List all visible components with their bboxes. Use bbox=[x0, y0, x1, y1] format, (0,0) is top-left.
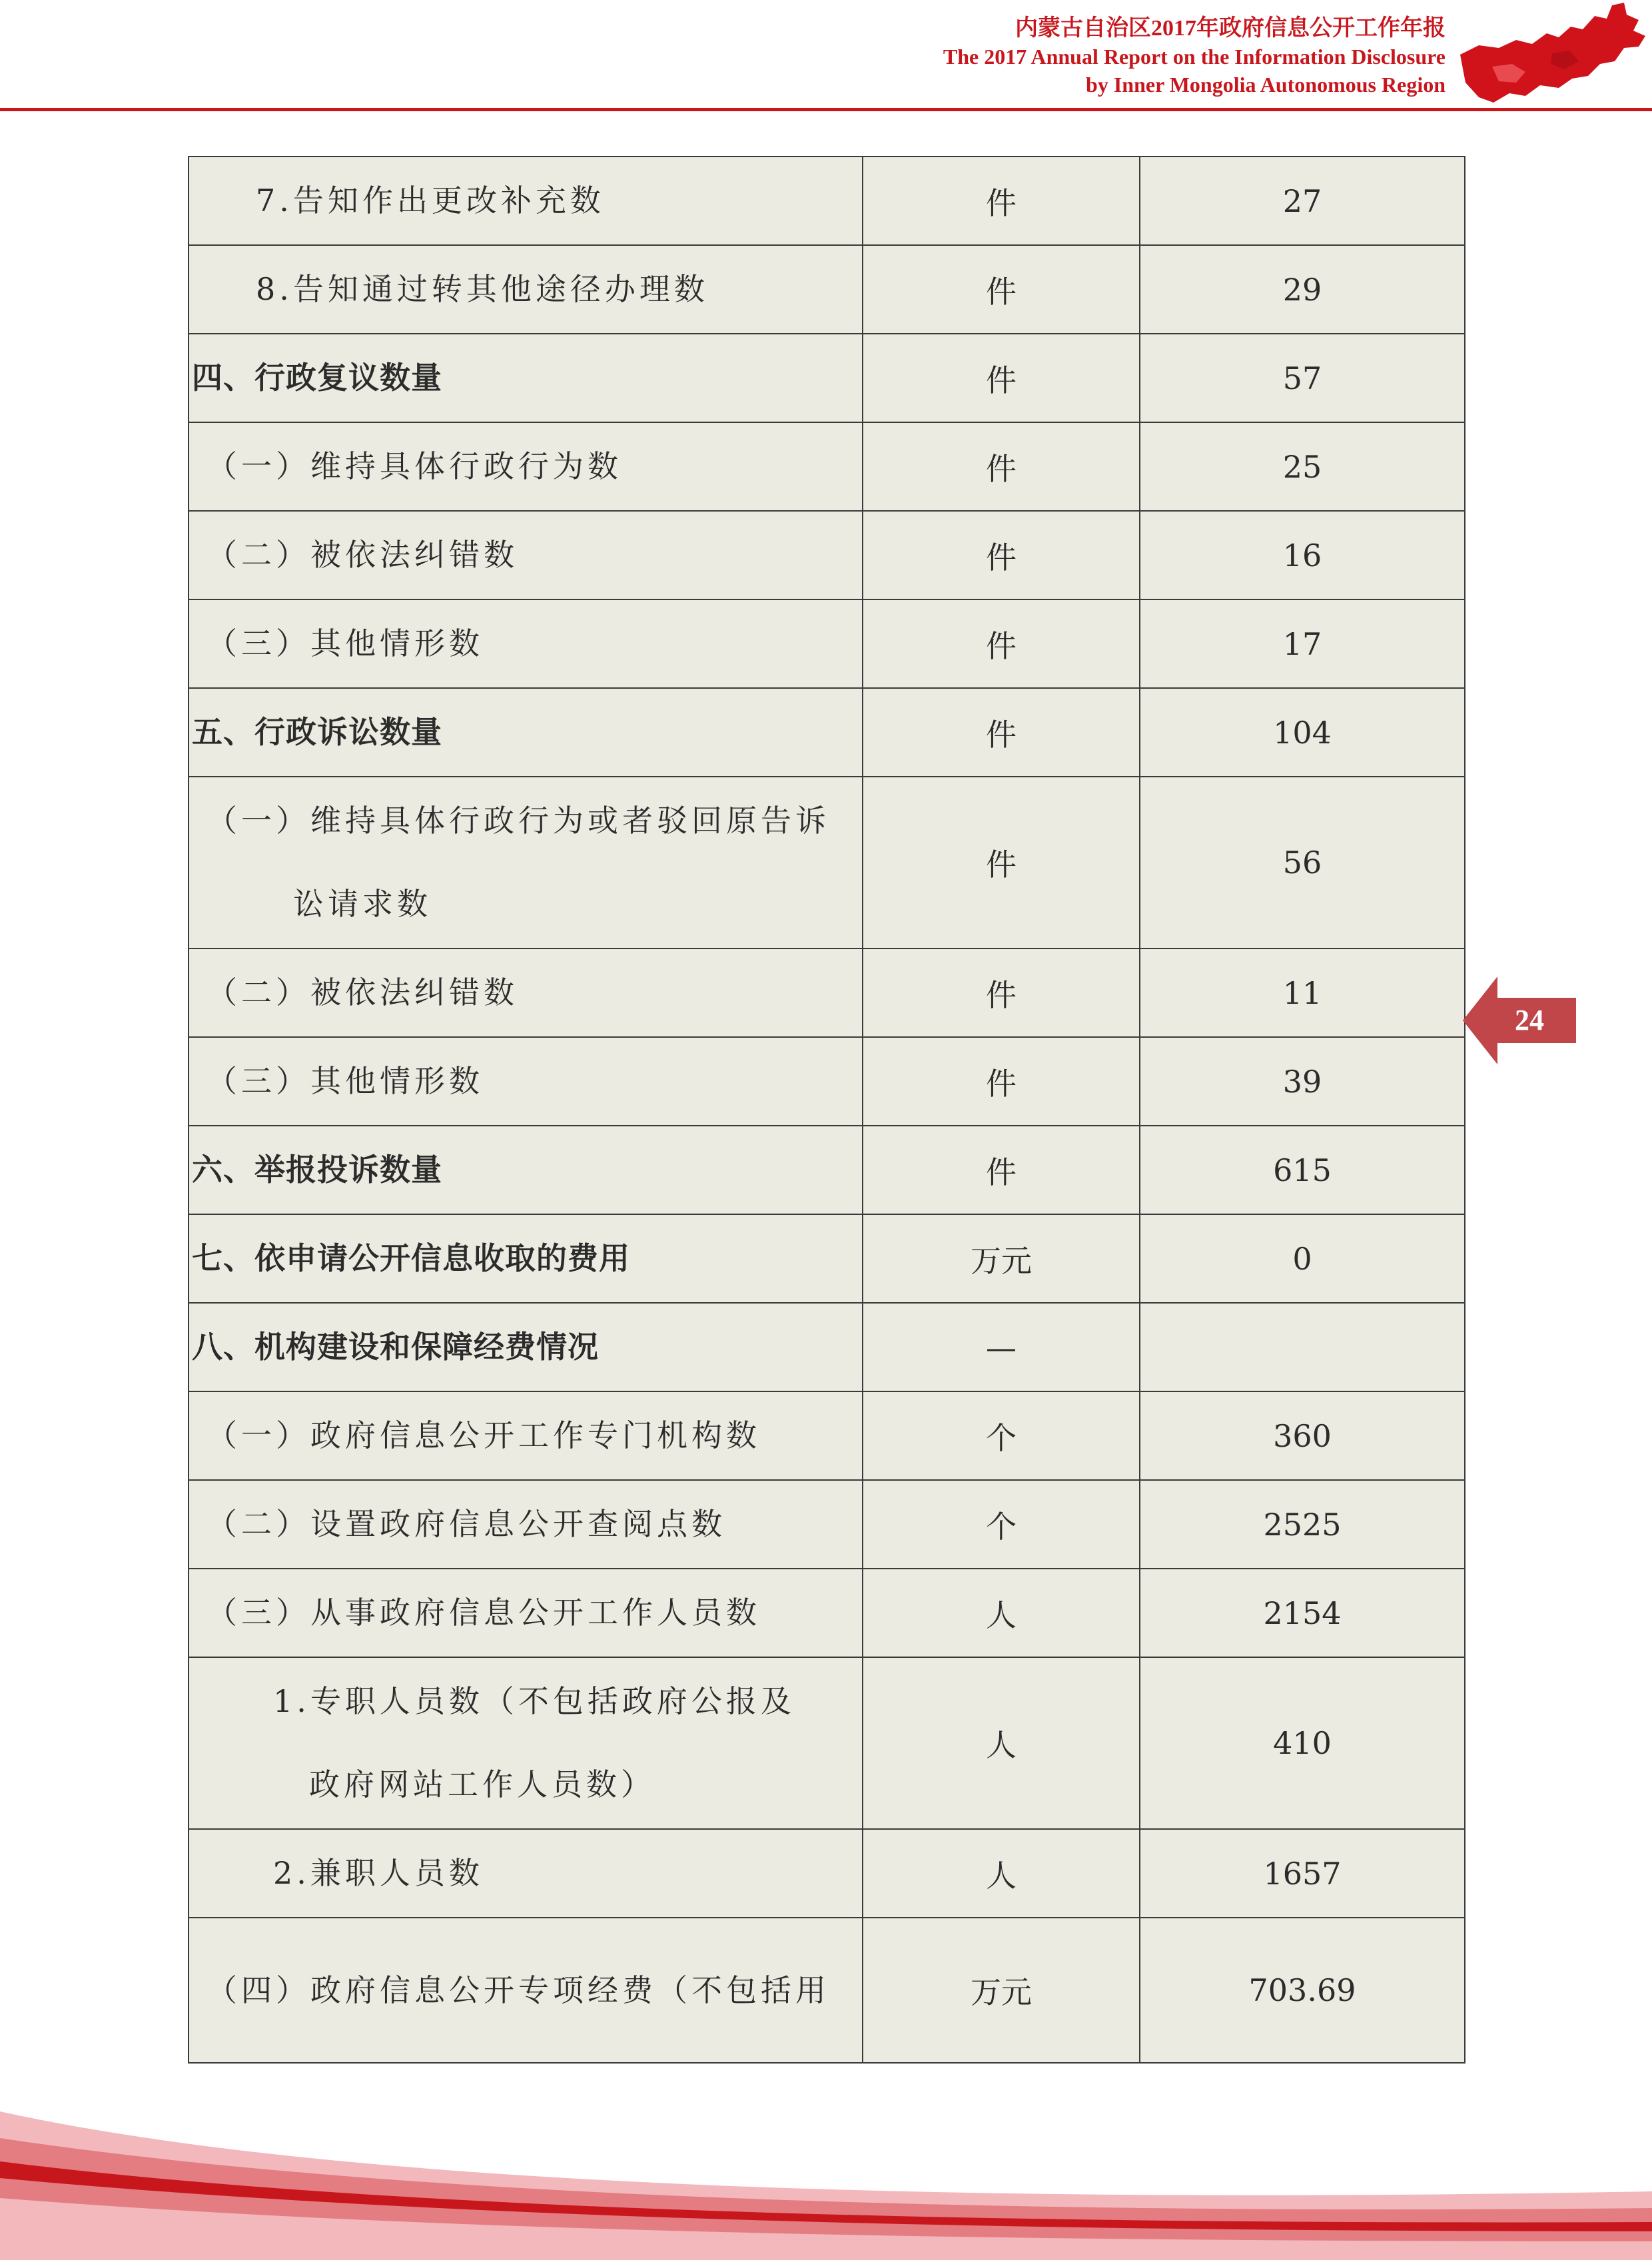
row-label-line1: 1.专职人员数（不包括政府公报及 bbox=[273, 1683, 795, 1719]
table-row bbox=[189, 1569, 1465, 1657]
row-label: （三）从事政府信息公开工作人员数 bbox=[189, 1569, 863, 1657]
row-label: 2.兼职人员数 bbox=[189, 1829, 863, 1918]
section-label: 六、举报投诉数量 bbox=[189, 1126, 863, 1214]
row-label: （二）被依法纠错数 bbox=[189, 948, 863, 1037]
row-value: 29 bbox=[1140, 245, 1465, 334]
row-unit: 个 bbox=[863, 1391, 1140, 1480]
table-row bbox=[189, 1657, 1465, 1829]
footer-wave-decoration bbox=[0, 2098, 1652, 2260]
table-row bbox=[189, 1829, 1465, 1918]
page-number: 24 bbox=[1515, 1004, 1544, 1036]
header-divider bbox=[0, 108, 1652, 111]
row-unit: 件 bbox=[863, 1126, 1140, 1214]
row-value: 104 bbox=[1140, 688, 1465, 777]
table-row bbox=[189, 1918, 1465, 2063]
row-unit: 人 bbox=[863, 1569, 1140, 1657]
row-unit: 件 bbox=[863, 245, 1140, 334]
table-row bbox=[189, 688, 1465, 777]
row-label: 7.告知作出更改补充数 bbox=[189, 157, 863, 245]
row-value: 16 bbox=[1140, 511, 1465, 599]
row-label-line1: （一）维持具体行政行为或者驳回原告诉 bbox=[206, 803, 830, 839]
table-row bbox=[189, 1214, 1465, 1303]
row-value: 57 bbox=[1140, 334, 1465, 422]
row-value: 11 bbox=[1140, 948, 1465, 1037]
row-unit: 件 bbox=[863, 334, 1140, 422]
row-value: 2525 bbox=[1140, 1480, 1465, 1569]
row-value: 360 bbox=[1140, 1391, 1465, 1480]
row-label bbox=[189, 777, 863, 948]
row-unit: 件 bbox=[863, 422, 1140, 511]
table-row bbox=[189, 334, 1465, 422]
row-value: 56 bbox=[1140, 777, 1465, 948]
row-unit: 件 bbox=[863, 1037, 1140, 1126]
row-value: 39 bbox=[1140, 1037, 1465, 1126]
header-title-en-line2: by Inner Mongolia Autonomous Region bbox=[1086, 73, 1446, 97]
section-label: 七、依申请公开信息收取的费用 bbox=[189, 1214, 863, 1303]
section-label: 四、行政复议数量 bbox=[189, 334, 863, 422]
row-unit: 万元 bbox=[863, 1214, 1140, 1303]
row-label-line2: 讼请求数 bbox=[293, 886, 432, 922]
row-unit: 件 bbox=[863, 948, 1140, 1037]
row-label: （二）被依法纠错数 bbox=[189, 511, 863, 599]
table-row bbox=[189, 1391, 1465, 1480]
table-row bbox=[189, 1037, 1465, 1126]
table-row bbox=[189, 1126, 1465, 1214]
row-value: 25 bbox=[1140, 422, 1465, 511]
row-value: 615 bbox=[1140, 1126, 1465, 1214]
row-label: （一）政府信息公开工作专门机构数 bbox=[189, 1391, 863, 1480]
row-unit: 人 bbox=[863, 1829, 1140, 1918]
row-unit: 件 bbox=[863, 599, 1140, 688]
statistics-table bbox=[188, 156, 1465, 2064]
row-value: 703.69 bbox=[1140, 1918, 1465, 2063]
table-row bbox=[189, 422, 1465, 511]
table-row bbox=[189, 1303, 1465, 1391]
section-label: 八、机构建设和保障经费情况 bbox=[189, 1303, 863, 1391]
row-label: （四）政府信息公开专项经费（不包括用 bbox=[189, 1918, 863, 2063]
row-unit: 个 bbox=[863, 1480, 1140, 1569]
row-value: 2154 bbox=[1140, 1569, 1465, 1657]
inner-mongolia-map-icon bbox=[1452, 0, 1652, 110]
row-label: （一）维持具体行政行为数 bbox=[189, 422, 863, 511]
table-row bbox=[189, 599, 1465, 688]
row-unit: 件 bbox=[863, 511, 1140, 599]
header-title-en-line1: The 2017 Annual Report on the Information Disclosure bbox=[943, 45, 1446, 69]
row-label-line2: 政府网站工作人员数） bbox=[309, 1766, 655, 1802]
row-unit: 件 bbox=[863, 157, 1140, 245]
row-value: 0 bbox=[1140, 1214, 1465, 1303]
table-row bbox=[189, 948, 1465, 1037]
row-value: 410 bbox=[1140, 1657, 1465, 1829]
table-row bbox=[189, 511, 1465, 599]
row-label bbox=[189, 1657, 863, 1829]
row-value: 27 bbox=[1140, 157, 1465, 245]
section-label: 五、行政诉讼数量 bbox=[189, 688, 863, 777]
header-title-zh: 内蒙古自治区2017年政府信息公开工作年报 bbox=[1015, 16, 1446, 41]
row-unit: 人 bbox=[863, 1657, 1140, 1829]
header-title bbox=[943, 15, 1446, 99]
table-row bbox=[189, 1480, 1465, 1569]
row-label: （三）其他情形数 bbox=[189, 599, 863, 688]
table-row bbox=[189, 777, 1465, 948]
table-row bbox=[189, 157, 1465, 245]
row-unit: 件 bbox=[863, 688, 1140, 777]
row-value: 1657 bbox=[1140, 1829, 1465, 1918]
row-label: （二）设置政府信息公开查阅点数 bbox=[189, 1480, 863, 1569]
table-row bbox=[189, 245, 1465, 334]
row-unit: — bbox=[863, 1303, 1140, 1391]
row-unit: 件 bbox=[863, 777, 1140, 948]
row-unit: 万元 bbox=[863, 1918, 1140, 2063]
row-label: 8.告知通过转其他途径办理数 bbox=[189, 245, 863, 334]
row-label: （三）其他情形数 bbox=[189, 1037, 863, 1126]
row-value: 17 bbox=[1140, 599, 1465, 688]
row-value bbox=[1140, 1303, 1465, 1391]
